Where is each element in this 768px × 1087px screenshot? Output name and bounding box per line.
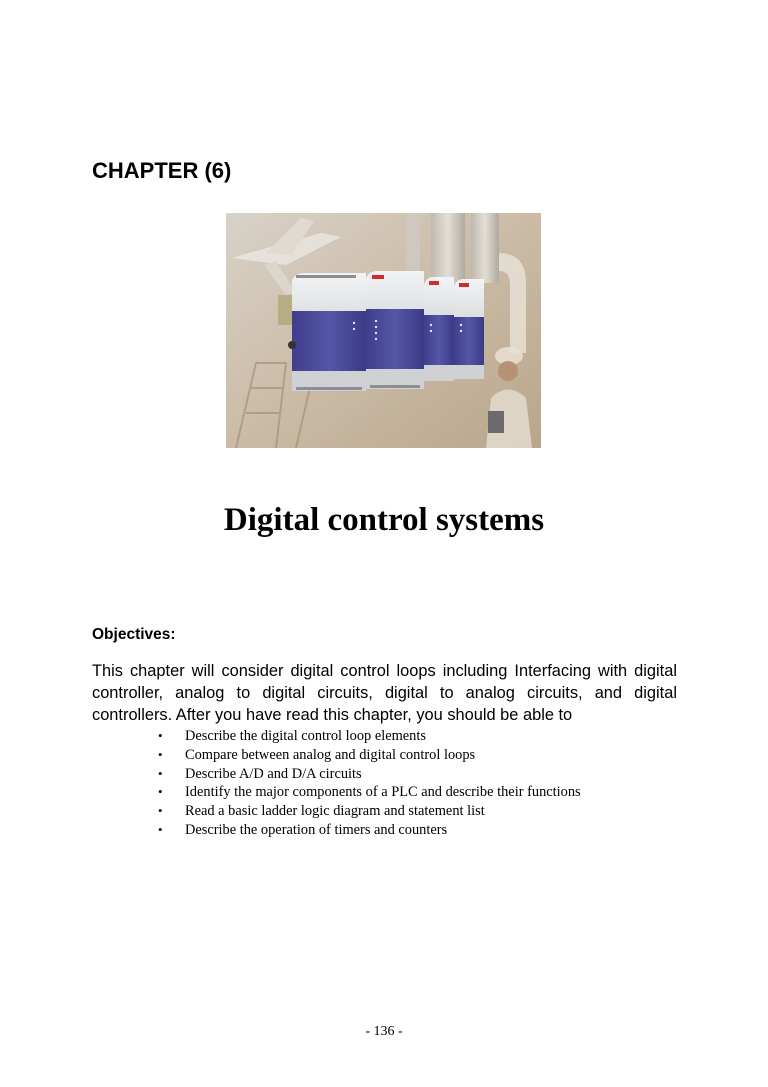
bullet-icon: •	[158, 821, 163, 837]
list-item	[158, 765, 581, 784]
list-item	[158, 821, 581, 840]
module-2	[366, 271, 424, 389]
module-1	[292, 273, 366, 391]
list-item-text: Describe the digital control loop elements	[185, 728, 426, 744]
module-3	[424, 277, 454, 381]
list-item	[158, 746, 581, 765]
page-number: - 136 -	[365, 1024, 403, 1039]
intro-paragraph: This chapter will consider digital control loops including Interfacing with digital controller, analog to digital circuits, digital to analog circuits, and digital controllers. After you have read this chapter, you should be able to	[92, 662, 677, 724]
list-item-text: Identify the major components of a PLC and describe their functions	[185, 784, 581, 801]
list-item-text: Read a basic ladder logic diagram and statement list	[185, 803, 485, 820]
objectives-list	[158, 727, 581, 840]
mounting-knob	[288, 341, 296, 349]
bullet-icon: •	[158, 765, 163, 781]
list-item-text: Describe A/D and D/A circuits	[185, 765, 362, 782]
list-item	[158, 802, 581, 821]
bullet-icon: •	[158, 728, 163, 743]
module-4	[454, 279, 484, 379]
chapter-heading: CHAPTER (6)	[92, 158, 232, 183]
chapter-illustration	[226, 213, 541, 448]
objectives-heading: Objectives:	[92, 626, 176, 643]
list-item-text: Compare between analog and digital control loops	[185, 746, 476, 763]
list-item	[158, 727, 581, 746]
document-title: Digital control systems	[223, 502, 545, 538]
bullet-icon: •	[158, 803, 163, 819]
bullet-icon: •	[158, 784, 163, 800]
list-item	[158, 783, 581, 802]
bullet-icon: •	[158, 746, 163, 762]
list-item-text: Describe the operation of timers and counters	[185, 821, 448, 838]
